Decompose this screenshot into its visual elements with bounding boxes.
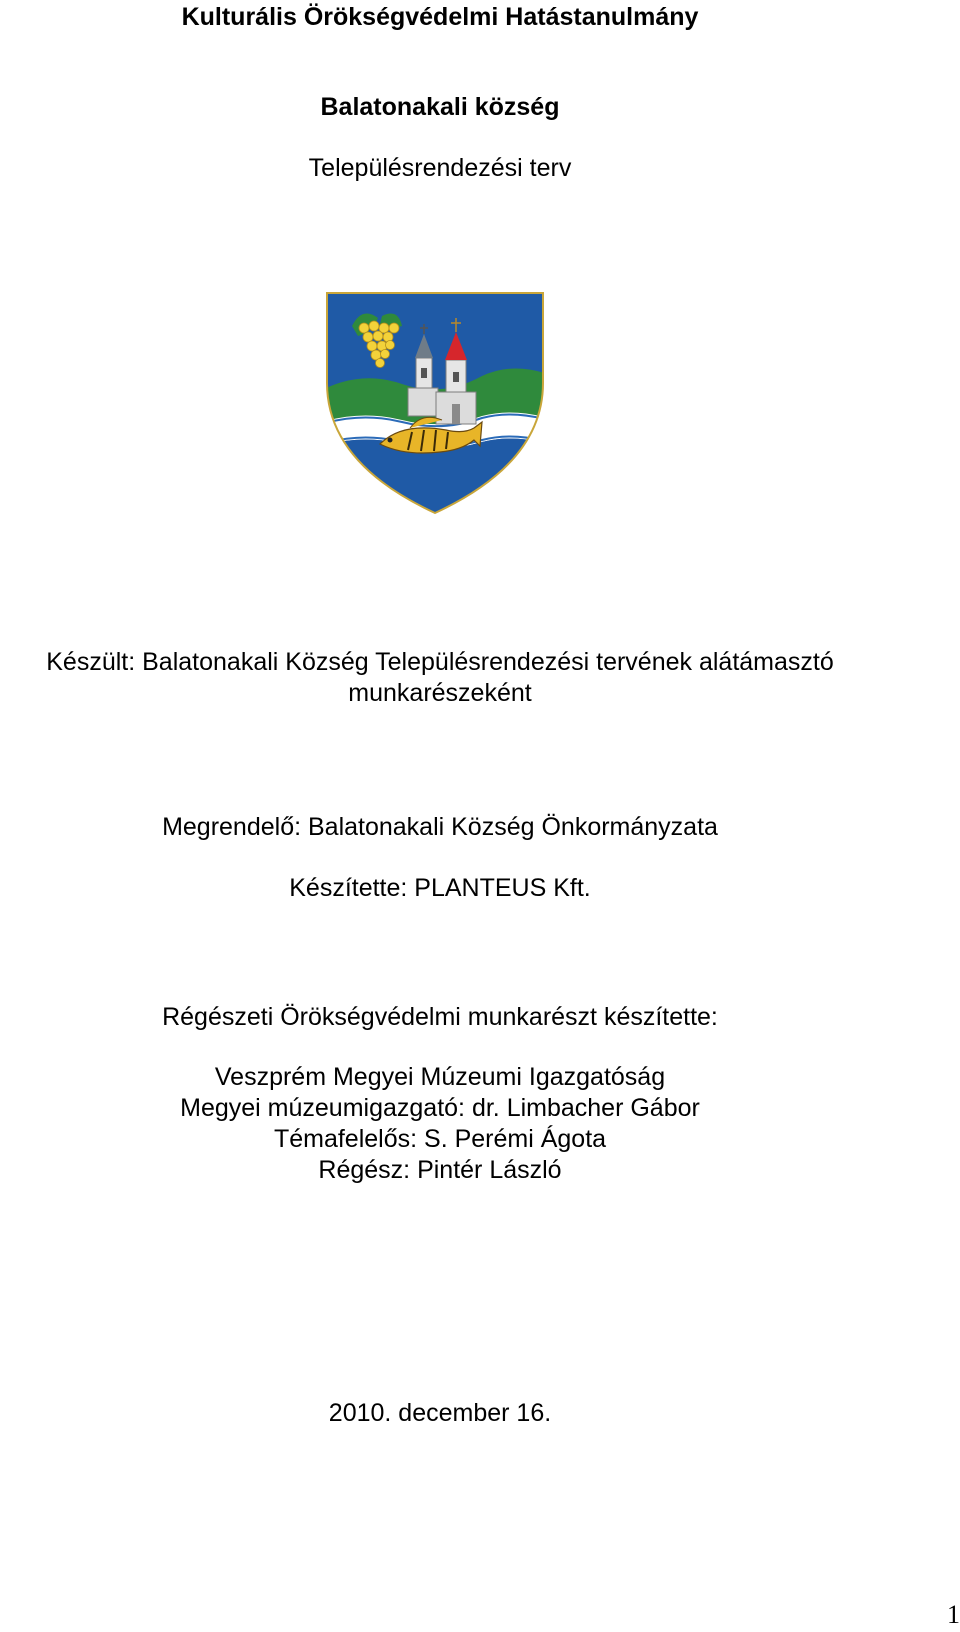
prepared-by-line: Készítette: PLANTEUS Kft. bbox=[289, 874, 591, 902]
archaeology-archaeologist: Régész: Pintér László bbox=[318, 1156, 562, 1184]
document-date: 2010. december 16. bbox=[328, 1399, 552, 1427]
coat-of-arms-icon bbox=[322, 288, 548, 518]
archaeology-topic-lead: Témafelelős: S. Perémi Ágota bbox=[273, 1125, 607, 1153]
prepared-as-line-2: munkarészeként bbox=[348, 679, 532, 707]
archaeology-institution: Veszprém Megyei Múzeumi Igazgatóság bbox=[214, 1063, 666, 1091]
plan-name: Településrendezési terv bbox=[308, 154, 572, 182]
prepared-as-line-1: Készült: Balatonakali Község Településrendezési tervének alátámasztó bbox=[46, 648, 834, 676]
page-number: 1 bbox=[947, 1600, 960, 1629]
document-title: Kulturális Örökségvédelmi Hatástanulmány bbox=[181, 3, 699, 31]
archaeology-director: Megyei múzeumigazgató: dr. Limbacher Gábor bbox=[180, 1094, 700, 1122]
archaeology-heading: Régészeti Örökségvédelmi munkarészt készítette: bbox=[162, 1003, 718, 1031]
municipality-name: Balatonakali község bbox=[320, 93, 560, 121]
client-line: Megrendelő: Balatonakali Község Önkormányzata bbox=[162, 813, 718, 841]
